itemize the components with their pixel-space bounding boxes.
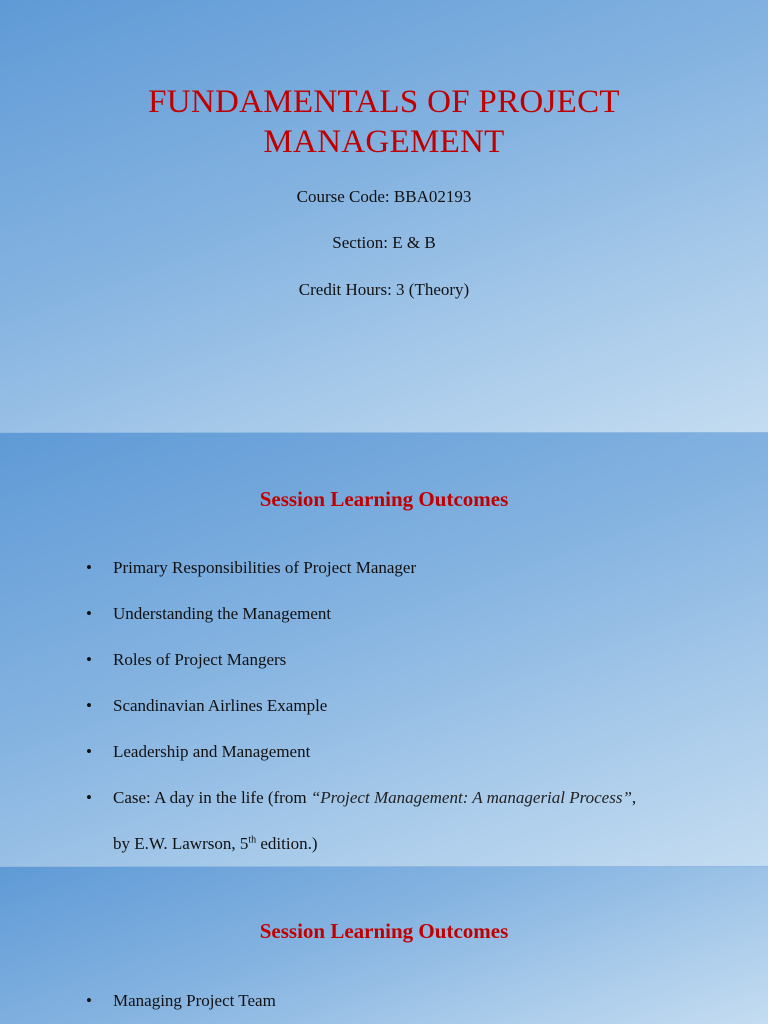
course-title-line2: MANAGEMENT: [263, 124, 505, 160]
bullet-icon: •: [86, 742, 92, 761]
bullet-icon: •: [86, 650, 92, 669]
case-cont-prefix: by E.W. Lawrson, 5: [113, 834, 249, 853]
list-item-case: [86, 787, 746, 833]
case-cont-suffix: edition.): [256, 834, 318, 853]
outcomes-list: [86, 990, 746, 1024]
course-title-line1: FUNDAMENTALS OF PROJECT: [148, 84, 620, 120]
list-item-text: Managing Project Team: [113, 991, 276, 1010]
case-cont-sup: th: [248, 834, 257, 846]
list-item-text: Understanding the Management: [113, 604, 332, 623]
bullet-icon: •: [86, 788, 92, 807]
learning-outcomes-slide-2: [0, 867, 768, 1024]
bullet-icon: •: [86, 696, 92, 715]
list-item-text: Scandinavian Airlines Example: [113, 696, 328, 715]
list-item: [86, 695, 746, 741]
bullet-icon: •: [86, 558, 92, 577]
outcomes-list: [86, 557, 746, 833]
case-comma: ,: [631, 788, 637, 807]
case-continuation: [113, 834, 318, 854]
session-title: Session Learning Outcomes: [259, 919, 509, 943]
list-item: [86, 557, 746, 603]
list-item-text: Primary Responsibilities of Project Manager: [113, 558, 417, 577]
title-slide: [0, 0, 768, 432]
bullet-icon: •: [86, 991, 92, 1010]
list-item-text: Leadership and Management: [113, 742, 311, 761]
course-code: Course Code: BBA02193: [296, 187, 472, 206]
credit-hours: Credit Hours: 3 (Theory): [298, 280, 470, 299]
course-title: [0, 82, 768, 162]
list-item: [86, 649, 746, 695]
list-item: [86, 741, 746, 787]
session-title: Session Learning Outcomes: [259, 487, 509, 511]
list-item: [86, 603, 746, 649]
learning-outcomes-slide-1: [0, 433, 768, 866]
list-item: [86, 990, 746, 1024]
case-prefix: Case: A day in the life (from: [113, 788, 311, 807]
list-item-text: Roles of Project Mangers: [113, 650, 287, 669]
bullet-icon: •: [86, 604, 92, 623]
section-info: Section: E & B: [332, 233, 436, 252]
case-book-title: “Project Management: A managerial Process”: [310, 788, 632, 807]
